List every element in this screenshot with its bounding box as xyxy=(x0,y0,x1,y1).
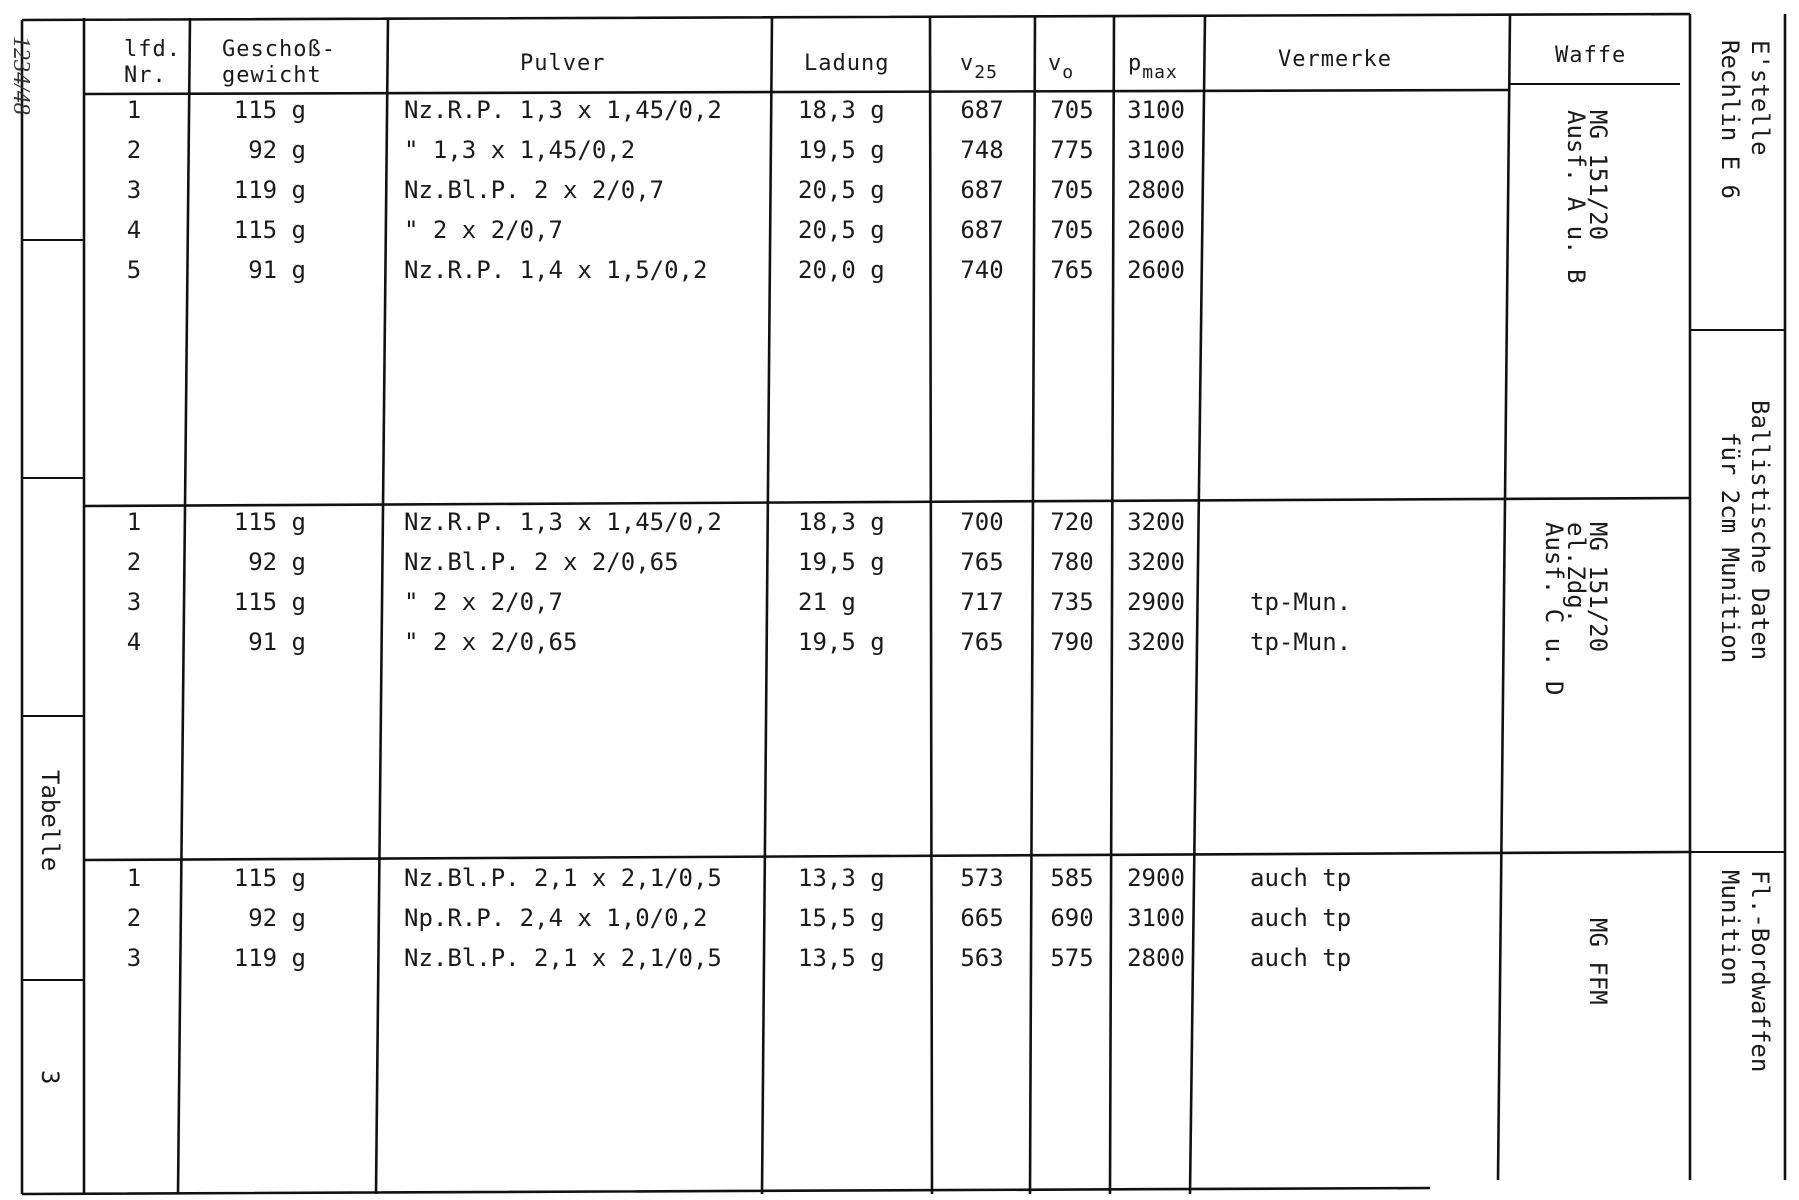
cell-v25: 665 xyxy=(960,904,1004,932)
cell-ladung: 19,5 g xyxy=(798,136,885,164)
cell-v25: 573 xyxy=(960,864,1004,892)
cell-pulver: Nz.R.P. 1,3 x 1,45/0,2 xyxy=(404,508,722,536)
cell-vermerk: auch tp xyxy=(1250,944,1352,972)
cell-nr: 2 xyxy=(126,904,142,932)
cell-pulver: Nz.Bl.P. 2,1 x 2,1/0,5 xyxy=(404,864,722,892)
table-row xyxy=(127,628,1351,656)
cell-nr: 1 xyxy=(126,96,142,124)
cell-gew: 92 g xyxy=(248,904,306,932)
cell-gew: 91 g xyxy=(248,628,306,656)
cell-gew: 115 g xyxy=(233,864,306,892)
waffe-label: el.Zdg. xyxy=(1562,522,1590,624)
cell-pmax: 3100 xyxy=(1127,904,1185,932)
cell-gew: 91 g xyxy=(248,256,306,284)
header-vo: $v_o$ xyxy=(1048,51,1075,83)
side-panel xyxy=(1716,40,1774,1072)
cell-vermerk: tp-Mun. xyxy=(1250,588,1352,616)
cell-pulver: Nz.R.P. 1,4 x 1,5/0,2 xyxy=(404,256,708,284)
table-row xyxy=(127,548,1185,576)
side-fl-bordwaffen-2: Munition xyxy=(1716,870,1744,986)
side-estelle-1: E'stelle xyxy=(1746,40,1774,156)
header-waffe: Waffe xyxy=(1555,43,1627,68)
table-row xyxy=(127,216,1185,244)
cell-pmax: 2900 xyxy=(1127,588,1185,616)
cell-gew: 115 g xyxy=(233,588,306,616)
cell-gew: 115 g xyxy=(233,508,306,536)
cell-vo: 780 xyxy=(1050,548,1094,576)
row-group xyxy=(127,96,1612,284)
margin-note: 1234/48 xyxy=(8,36,34,115)
cell-pulver: Nz.Bl.P. 2 x 2/0,7 xyxy=(404,176,665,204)
cell-gew: 115 g xyxy=(233,96,306,124)
cell-pulver: " 2 x 2/0,65 xyxy=(404,628,578,656)
cell-v25: 748 xyxy=(960,136,1004,164)
table-row xyxy=(127,944,1351,972)
cell-v25: 687 xyxy=(960,176,1004,204)
cell-pmax: 3100 xyxy=(1127,136,1185,164)
cell-pmax: 2600 xyxy=(1127,256,1185,284)
cell-v25: 765 xyxy=(960,628,1004,656)
side-fl-bordwaffen-1: Fl.-Bordwaffen xyxy=(1746,870,1774,1073)
cell-ladung: 20,5 g xyxy=(798,176,885,204)
cell-nr: 2 xyxy=(126,136,142,164)
cell-vo: 765 xyxy=(1050,256,1094,284)
table-row xyxy=(127,508,1185,536)
cell-ladung: 15,5 g xyxy=(798,904,885,932)
table-row xyxy=(127,864,1351,892)
cell-nr: 4 xyxy=(126,628,142,656)
cell-pmax: 3200 xyxy=(1127,548,1185,576)
cell-ladung: 20,5 g xyxy=(798,216,885,244)
cell-vo: 575 xyxy=(1050,944,1094,972)
row-group xyxy=(127,864,1612,1005)
cell-vo: 775 xyxy=(1050,136,1094,164)
cell-vermerk: auch tp xyxy=(1250,904,1352,932)
cell-vo: 720 xyxy=(1050,508,1094,536)
cell-vo: 735 xyxy=(1050,588,1094,616)
cell-ladung: 19,5 g xyxy=(798,548,885,576)
cell-nr: 5 xyxy=(126,256,142,284)
cell-v25: 740 xyxy=(960,256,1004,284)
header-gewicht: gewicht xyxy=(222,63,322,88)
cell-nr: 3 xyxy=(126,944,142,972)
cell-ladung: 18,3 g xyxy=(798,508,885,536)
cell-v25: 700 xyxy=(960,508,1004,536)
header-ladung: Ladung xyxy=(804,51,890,76)
side-ballistische-1: Ballistische Daten xyxy=(1746,400,1774,661)
cell-ladung: 18,3 g xyxy=(798,96,885,124)
cell-vo: 705 xyxy=(1050,176,1094,204)
header-lfd: lfd. xyxy=(124,37,181,62)
group-rule-1 xyxy=(84,498,1690,506)
table-row xyxy=(127,256,1185,284)
header-geschoss: Geschoß- xyxy=(222,37,336,62)
cell-vo: 705 xyxy=(1050,96,1094,124)
table-row xyxy=(127,136,1185,164)
cell-pmax: 3200 xyxy=(1127,628,1185,656)
cell-ladung: 21 g xyxy=(798,588,856,616)
cell-pulver: Np.R.P. 2,4 x 1,0/0,2 xyxy=(404,904,708,932)
cell-pulver: Nz.Bl.P. 2 x 2/0,65 xyxy=(404,548,679,576)
cell-gew: 92 g xyxy=(248,136,306,164)
header-pulver: Pulver xyxy=(520,51,606,76)
cell-nr: 3 xyxy=(126,588,142,616)
page-number: 3 xyxy=(36,1070,64,1085)
header-nr: Nr. xyxy=(124,63,167,88)
table-row xyxy=(127,96,1185,124)
cell-pulver: " 2 x 2/0,7 xyxy=(404,588,563,616)
cell-pulver: Nz.Bl.P. 2,1 x 2,1/0,5 xyxy=(404,944,722,972)
cell-vermerk: tp-Mun. xyxy=(1250,628,1352,656)
group-rule-2 xyxy=(84,852,1690,860)
cell-vo: 705 xyxy=(1050,216,1094,244)
cell-gew: 119 g xyxy=(233,944,306,972)
cell-nr: 1 xyxy=(126,508,142,536)
cell-pmax: 3200 xyxy=(1127,508,1185,536)
cell-nr: 4 xyxy=(126,216,142,244)
header-v25: $v_{25}$ xyxy=(960,51,998,83)
cell-v25: 765 xyxy=(960,548,1004,576)
cell-gew: 115 g xyxy=(233,216,306,244)
table-row xyxy=(127,176,1185,204)
data-rows xyxy=(127,96,1612,1005)
header-row xyxy=(124,37,1626,88)
waffe-label: Ausf. A u. B xyxy=(1562,110,1590,284)
waffe-label: MG 151/20 xyxy=(1584,522,1612,653)
cell-pmax: 2900 xyxy=(1127,864,1185,892)
header-pmax: $p_{max}$ xyxy=(1128,51,1178,83)
cell-pmax: 2800 xyxy=(1127,176,1185,204)
row-group xyxy=(127,508,1612,695)
cell-v25: 717 xyxy=(960,588,1004,616)
cell-pulver: " 1,3 x 1,45/0,2 xyxy=(404,136,636,164)
waffe-label: MG 151/20 xyxy=(1584,110,1612,241)
side-ballistische-2: für 2cm Munition xyxy=(1716,432,1744,664)
cell-pulver: Nz.R.P. 1,3 x 1,45/0,2 xyxy=(404,96,722,124)
cell-vo: 690 xyxy=(1050,904,1094,932)
cell-v25: 687 xyxy=(960,96,1004,124)
table-row xyxy=(127,588,1351,616)
header-vermerke: Vermerke xyxy=(1278,47,1392,72)
cell-vo: 585 xyxy=(1050,864,1094,892)
cell-gew: 119 g xyxy=(233,176,306,204)
cell-ladung: 20,0 g xyxy=(798,256,885,284)
table-label: Tabelle xyxy=(36,770,64,872)
table-row xyxy=(127,904,1351,932)
waffe-label: Ausf. C u. D xyxy=(1540,522,1568,696)
cell-pulver: " 2 x 2/0,7 xyxy=(404,216,563,244)
cell-v25: 563 xyxy=(960,944,1004,972)
cell-nr: 1 xyxy=(126,864,142,892)
header-rule xyxy=(84,90,1510,94)
cell-vermerk: auch tp xyxy=(1250,864,1352,892)
side-estelle-2: Rechlin E 6 xyxy=(1716,40,1744,199)
cell-pmax: 2800 xyxy=(1127,944,1185,972)
cell-ladung: 13,5 g xyxy=(798,944,885,972)
cell-pmax: 2600 xyxy=(1127,216,1185,244)
cell-ladung: 19,5 g xyxy=(798,628,885,656)
cell-vo: 790 xyxy=(1050,628,1094,656)
cell-pmax: 3100 xyxy=(1127,96,1185,124)
cell-ladung: 13,3 g xyxy=(798,864,885,892)
cell-gew: 92 g xyxy=(248,548,306,576)
cell-v25: 687 xyxy=(960,216,1004,244)
waffe-label: MG FFM xyxy=(1584,918,1612,1005)
cell-nr: 3 xyxy=(126,176,142,204)
cell-nr: 2 xyxy=(126,548,142,576)
